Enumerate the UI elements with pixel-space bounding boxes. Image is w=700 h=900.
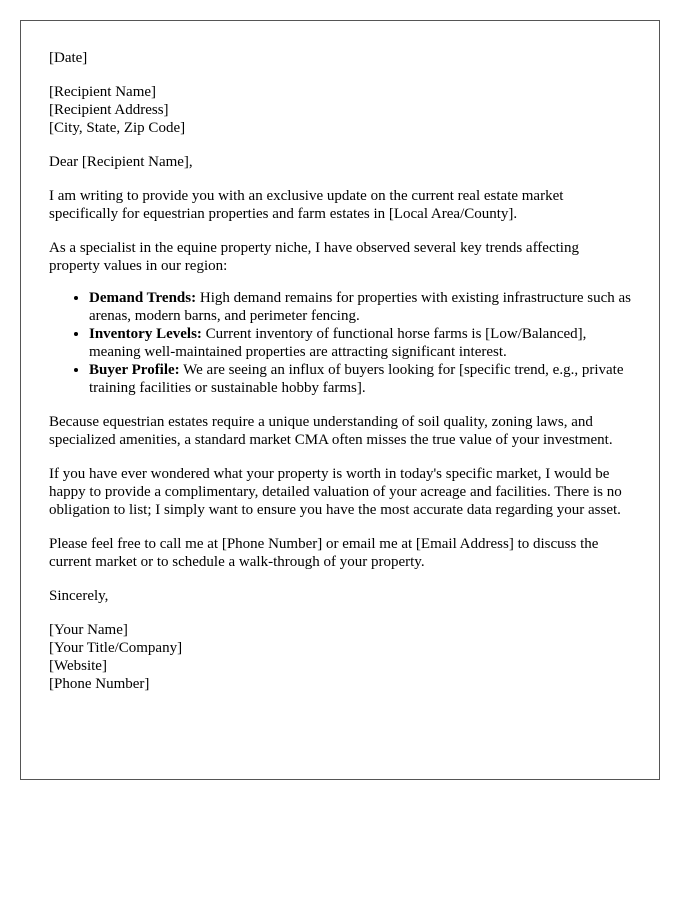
list-item	[89, 361, 631, 397]
trend-text: High demand remains for properties with existing infrastructure such as arenas, modern barns, and perimeter fencing.	[89, 290, 631, 324]
letter-page	[20, 20, 660, 780]
list-item	[89, 289, 631, 325]
list-item	[89, 325, 631, 361]
valuation-paragraph: If you have ever wondered what your property is worth in today's specific market, I would be happy to provide a complimentary, detailed valuation of your acreage and facilities. There is no obligation to list; I simply want to ensure you have the most accurate data regarding your asset.	[49, 466, 622, 518]
recipient-city-state-zip: [City, State, Zip Code]	[49, 120, 186, 136]
closing: Sincerely,	[49, 588, 109, 604]
trends-list	[49, 289, 631, 397]
signature-block	[49, 621, 631, 693]
signature-website: [Website]	[49, 658, 107, 674]
closing-block	[49, 587, 631, 605]
intro-paragraph: I am writing to provide you with an exclusive update on the current real estate market specifically for equestrian properties and farm estates in [Local Area/County].	[49, 188, 564, 222]
signature-name: [Your Name]	[49, 622, 128, 638]
trends-intro-block	[49, 239, 631, 275]
trend-text: We are seeing an influx of buyers looking for [specific trend, e.g., private training facilities or sustainable hobby farms].	[89, 362, 624, 396]
trend-label: Demand Trends:	[89, 290, 197, 306]
contact-paragraph: Please feel free to call me at [Phone Number] or email me at [Email Address] to discuss the current market or to schedule a walk-through of your property.	[49, 536, 599, 570]
contact-block	[49, 535, 631, 571]
recipient-address-block	[49, 83, 631, 137]
salutation-block	[49, 153, 631, 171]
recipient-address: [Recipient Address]	[49, 102, 169, 118]
cma-paragraph: Because equestrian estates require a unique understanding of soil quality, zoning laws, and specialized amenities, a standard market CMA often misses the true value of your investment.	[49, 414, 613, 448]
recipient-name: [Recipient Name]	[49, 84, 157, 100]
salutation: Dear [Recipient Name],	[49, 154, 193, 170]
letter-date: [Date]	[49, 50, 88, 66]
trends-intro-paragraph: As a specialist in the equine property niche, I have observed several key trends affecting property values in our region:	[49, 240, 579, 274]
signature-title-company: [Your Title/Company]	[49, 640, 183, 656]
valuation-block	[49, 465, 631, 519]
trend-label: Inventory Levels:	[89, 326, 202, 342]
trend-text: Current inventory of functional horse farms is [Low/Balanced], meaning well-maintained properties are attracting significant interest.	[89, 326, 587, 360]
cma-block	[49, 413, 631, 449]
trend-label: Buyer Profile:	[89, 362, 180, 378]
signature-phone: [Phone Number]	[49, 676, 150, 692]
intro-block	[49, 187, 631, 223]
date-block	[49, 49, 631, 67]
